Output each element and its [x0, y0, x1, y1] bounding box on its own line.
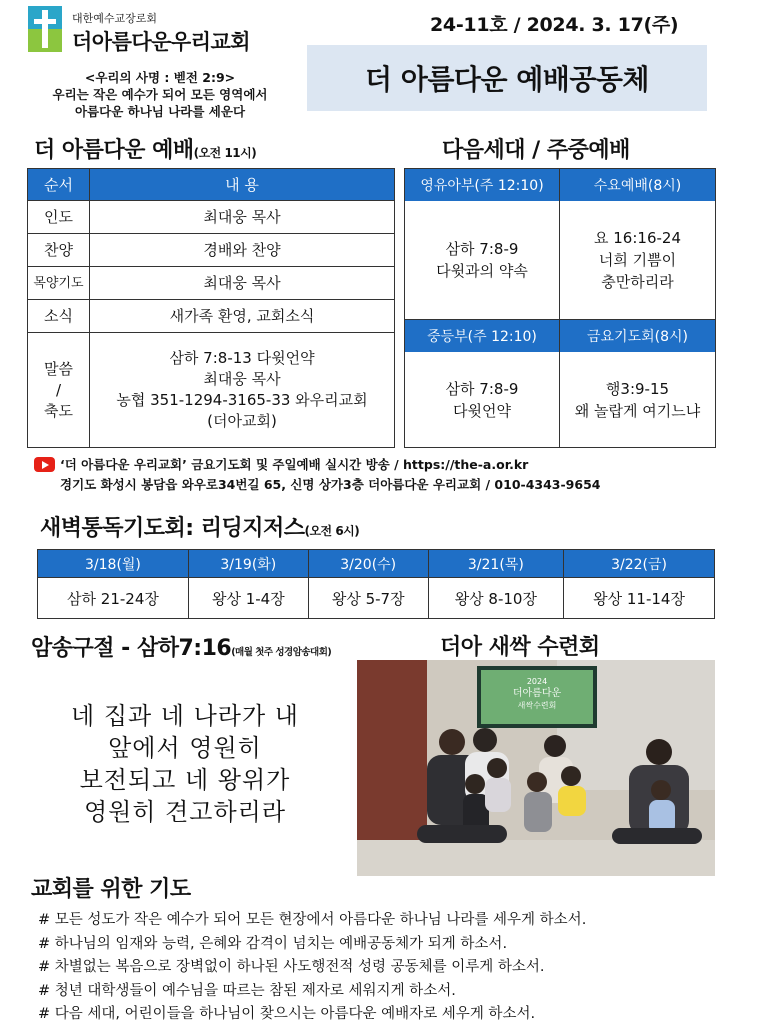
mission-statement: [20, 69, 300, 120]
screen-year: 2024: [526, 677, 548, 686]
content-cell: 경배와 찬양: [90, 234, 395, 267]
worship-order-table: [27, 168, 395, 448]
next-gen-title: 다음세대 / 주중예배: [442, 138, 630, 163]
cell-line: 너희 기쁨이: [598, 251, 677, 269]
cell-body: [405, 201, 559, 319]
cell-line: 다윗언약: [453, 401, 511, 420]
cell-header: 영유아부(주 12:10): [405, 169, 559, 201]
reading-cell: 왕상 11-14장: [564, 578, 715, 619]
cell-body: [405, 352, 559, 447]
verse-line: 보전되고 네 왕위가: [79, 766, 291, 794]
denomination: 대한예수교장로회: [72, 12, 158, 25]
prayer-list: [38, 909, 586, 1024]
cell-line: 행3:9-15: [605, 379, 670, 398]
cell-header: 수요예배(8시): [560, 169, 715, 201]
verse-line: 영원히 견고하리라: [83, 798, 287, 826]
order-line: 말씀: [44, 359, 73, 378]
broadcast-notice: ‘더 아름다운 우리교회’ 금요기도회 및 주일예배 실시간 방송 / https://the-a.or.kr: [60, 457, 529, 472]
cell-body: [560, 352, 715, 447]
next-gen-grid: [404, 168, 716, 448]
order-cell: 인도: [28, 201, 90, 234]
list-item: # 청년 대학생들이 예수님을 따르는 참된 제자로 세워지게 하소서.: [38, 982, 456, 999]
list-item: # 모든 성도가 작은 예수가 되어 모든 현장에서 아름다운 하나님 나라를 세우게 하소서.: [38, 912, 587, 928]
banner-title: 더 아름다운 예배공동체: [307, 45, 707, 111]
dawn-title: [40, 511, 359, 542]
dawn-reading-table: [37, 549, 715, 619]
verse-line: 네 집과 네 나라가 내: [71, 702, 299, 730]
sermon-line: (더아교회): [207, 412, 277, 430]
sermon-line: 삼하 7:8-13 다윗언약: [169, 349, 315, 367]
day-header: 3/21(목): [428, 550, 563, 578]
day-header: 3/22(금): [564, 550, 715, 578]
list-item: # 하나님의 임재와 능력, 은혜와 감격이 넘치는 예배공동체가 되게 하소서.: [38, 935, 508, 952]
table-row: [28, 201, 395, 234]
sermon-content-cell: [90, 333, 395, 448]
order-cell: 목양기도: [28, 267, 90, 300]
cell-line: 요 16:16-24: [594, 229, 681, 247]
list-item: # 다음 세대, 어린이들을 하나님이 찾으시는 아름다운 예배자로 세우게 하소서.: [38, 1006, 536, 1022]
reading-cell: 왕상 1-4장: [188, 578, 308, 619]
cell-header: 금요기도회(8시): [560, 320, 715, 352]
content-cell: 최대웅 목사: [90, 201, 395, 234]
content-cell: 최대웅 목사: [90, 267, 395, 300]
youtube-icon: [34, 457, 55, 472]
sermon-line: 최대웅 목사: [203, 370, 281, 388]
church-name: 더아름다운우리교회: [72, 30, 251, 54]
day-header: 3/19(화): [188, 550, 308, 578]
memory-title: [31, 631, 331, 662]
column-header: 내 용: [90, 169, 395, 201]
column-header: 순서: [28, 169, 90, 201]
table-row: [28, 300, 395, 333]
order-cell: 소식: [28, 300, 90, 333]
table-row: [28, 333, 395, 448]
order-line: 축도: [44, 401, 73, 420]
sermon-line: 농협 351-1294-3165-33 와우리교회: [116, 391, 368, 409]
mission-title: <우리의 사명 : 벧전 2:9>: [84, 70, 236, 85]
content-cell: 새가족 환영, 교회소식: [90, 300, 395, 333]
order-cell: 찬양: [28, 234, 90, 267]
retreat-title: 더아 새싹 수련회: [440, 635, 600, 660]
issue-number: 24-11호 / 2024. 3. 17(주): [430, 14, 679, 36]
address-notice: 경기도 화성시 봉담읍 와우로34번길 65, 신명 상가3층 더아름다운 우리교회 / 010-4343-9654: [60, 477, 601, 492]
cell-line: 왜 놀랍게 여기느냐: [574, 401, 701, 420]
day-header: 3/18(월): [38, 550, 189, 578]
table-row: [28, 234, 395, 267]
cell-line: 다윗과의 약속: [436, 262, 528, 280]
reading-cell: 왕상 5-7장: [308, 578, 428, 619]
cell-line: 삼하 7:8-9: [445, 379, 519, 398]
memory-verse: [40, 700, 330, 828]
day-header: 3/20(수): [308, 550, 428, 578]
verse-line: 앞에서 영원히: [108, 734, 262, 762]
worship-title: [34, 133, 256, 164]
memory-title-text: 암송구절 - 삼하7:16: [31, 636, 232, 661]
screen-title: 더아름다운: [512, 688, 562, 699]
reading-cell: 삼하 21-24장: [38, 578, 189, 619]
prayer-title: 교회를 위한 기도: [31, 877, 191, 902]
mission-line: 아름다운 하나님 나라를 세운다: [74, 104, 246, 119]
worship-time: (오전 11시): [193, 146, 257, 160]
cell-header: 중등부(주 12:10): [405, 320, 559, 352]
table-row: [28, 267, 395, 300]
group-photo-illustration: [357, 660, 715, 876]
worship-title-text: 더 아름다운 예배: [34, 138, 194, 163]
order-line: /: [55, 380, 62, 399]
screen-subtitle: 새싹수련회: [517, 701, 557, 710]
cell-line: 삼하 7:8-9: [445, 240, 519, 258]
reading-cell: 왕상 8-10장: [428, 578, 563, 619]
list-item: # 차별없는 복음으로 장벽없이 하나된 사도행전적 성령 공동체를 이루게 하소서.: [38, 959, 545, 975]
retreat-photo: [357, 660, 715, 876]
memory-note: (매월 첫주 성경암송대회): [231, 647, 332, 658]
dawn-title-text: 새벽통독기도회: 리딩지저스: [40, 516, 305, 541]
mission-line: 우리는 작은 예수가 되어 모든 영역에서: [52, 87, 268, 102]
church-logo: [28, 6, 62, 52]
sermon-order-cell: [28, 333, 90, 448]
cell-line: 충만하리라: [601, 273, 674, 291]
cell-body: [560, 201, 715, 319]
dawn-time: (오전 6시): [304, 524, 360, 538]
